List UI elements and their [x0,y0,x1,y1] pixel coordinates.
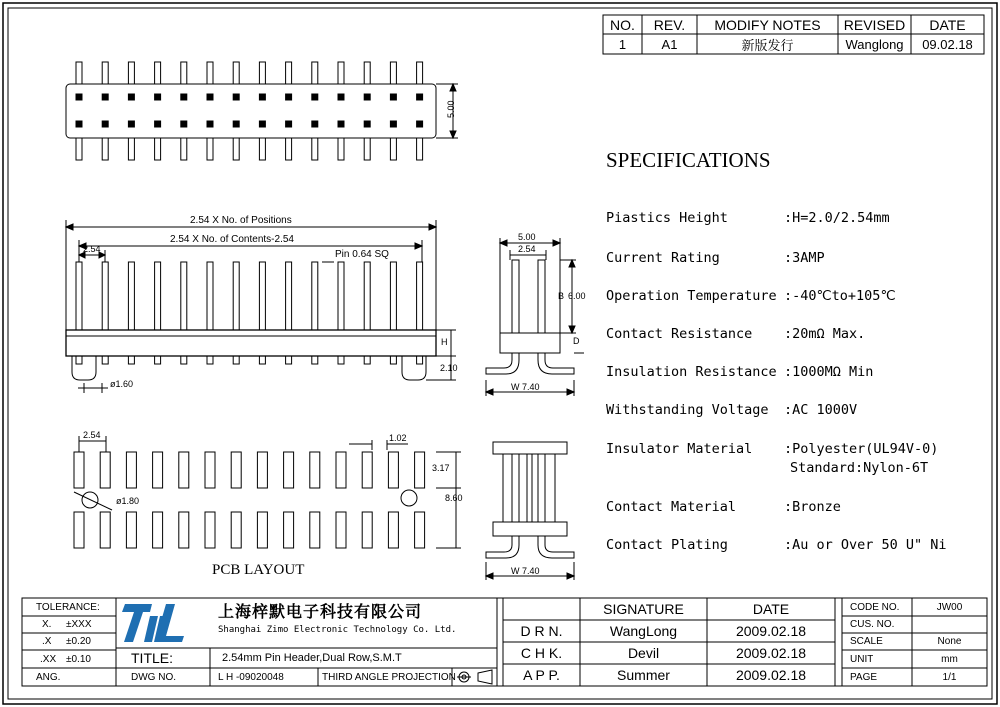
company-name-cn: 上海梓默电子科技有限公司 [218,604,423,621]
rev-header-no: NO. [610,16,635,33]
top-pin-lower [207,138,213,160]
front-pin [181,262,187,330]
top-pin-lower [76,138,82,160]
rev-no: 1 [618,36,627,52]
dim-bottom-w: W 7.40 [511,566,540,576]
pcb-pad-upper [205,452,215,488]
dim-pcb-pad-len: 3.17 [432,463,450,473]
dwg-label: DWG NO. [131,671,176,683]
dwg-value: L H -09020048 [218,671,284,683]
top-pin-square [286,121,292,127]
pcb-pad-upper [126,452,136,488]
top-pin-square [128,121,134,127]
pcb-pad-upper [388,452,398,488]
spec-label: Insulation Resistance [606,364,777,380]
top-view [66,62,458,160]
spec-value: :20mΩ Max. [784,326,866,342]
top-pin-upper [312,62,318,84]
top-pin-square [364,94,370,100]
top-pin-lower [338,138,344,160]
top-pin-square [417,121,423,127]
top-pin-square [233,121,239,127]
front-pin [128,262,134,330]
top-pin-square [286,94,292,100]
top-pin-upper [259,62,265,84]
chk-date: 2009.02.18 [735,645,807,661]
front-pin-foot [207,356,213,364]
top-pin-upper [181,62,187,84]
front-pin [259,262,265,330]
top-pin-lower [181,138,187,160]
dim-side-d: D [573,336,580,346]
pcb-pad-upper [362,452,372,488]
app-name: Summer [617,667,670,683]
spec-label: Contact Resistance [606,326,753,342]
top-pin-lower [102,138,108,160]
top-pin-square [390,94,396,100]
top-pin-upper [128,62,134,84]
top-pin-square [155,94,161,100]
scale-value: None [937,636,962,647]
top-pin-square [76,121,82,127]
pcb-pad-upper [415,452,425,488]
front-pin [312,262,318,330]
top-pin-upper [155,62,161,84]
front-pin [364,262,370,330]
pcb-pad-lower [231,512,241,548]
front-pin-foot [259,356,265,364]
spec-label: Contact Material [606,499,737,515]
dim-side-height: 6.00 [568,291,586,301]
pcb-pad-upper [310,452,320,488]
top-pin-lower [312,138,318,160]
cus-no-label: CUS. NO. [850,619,895,630]
front-pin-foot [417,356,423,364]
spec-value: :H=2.0/2.54mm [784,210,890,226]
spec-title: SPECIFICATIONS [606,148,771,172]
top-pin-square [312,94,318,100]
page-label: PAGE [850,671,878,683]
title-label: TITLE: [131,650,174,666]
unit-label: UNIT [850,653,874,665]
dim-side-width: 5.00 [518,232,536,242]
pcb-pad-lower [388,512,398,548]
drn-role: D R N. [520,623,563,639]
rev-header-rev: REV. [653,16,686,33]
dim-pcb-pad: 1.02 [389,433,407,443]
front-pin [155,262,161,330]
front-pin [286,262,292,330]
tol-dx-key: .X [42,636,52,647]
top-pin-lower [417,138,423,160]
front-pin-foot [76,356,82,364]
front-pin [338,262,344,330]
pcb-pad-upper [100,452,110,488]
top-pin-square [364,121,370,127]
front-pin-foot [128,356,134,364]
top-pin-upper [102,62,108,84]
top-pin-square [417,94,423,100]
front-pin-foot [390,356,396,364]
app-role: A P P. [523,667,560,683]
top-pin-upper [390,62,396,84]
pcb-pad-upper [336,452,346,488]
top-pin-lower [233,138,239,160]
pcb-pad-lower [284,512,294,548]
pcb-pad-lower [100,512,110,548]
rev-revised: Wanglong [845,36,904,52]
top-pin-square [181,121,187,127]
scale-label: SCALE [850,636,883,647]
pcb-layout-title: PCB LAYOUT [212,562,305,578]
front-pin-foot [364,356,370,364]
dim-top-height: 5.00 [446,100,456,118]
pcb-pad-upper [257,452,267,488]
dim-total-length: 2.54 X No. of Positions [190,215,292,226]
dim-h: H [441,337,448,347]
tol-dxx-val: ±0.10 [66,653,91,665]
top-pin-upper [233,62,239,84]
top-pin-square [102,94,108,100]
dim-contents-length: 2.54 X No. of Contents-2.54 [170,234,294,245]
pcb-pad-lower [205,512,215,548]
spec-value: :3AMP [784,250,825,266]
front-pin [390,262,396,330]
dim-pin-size: Pin 0.64 SQ [335,249,389,260]
unit-value: mm [941,653,958,665]
pcb-pad-lower [74,512,84,548]
top-pin-lower [390,138,396,160]
pcb-pad-lower [362,512,372,548]
pcb-pad-upper [179,452,189,488]
top-pin-square [102,121,108,127]
front-pin [233,262,239,330]
spec-value-line2: Standard:Nylon-6T [790,460,929,476]
top-pin-lower [259,138,265,160]
front-pin [207,262,213,330]
spec-label: Operation Temperature [606,288,777,304]
spec-value: :Bronze [784,499,841,515]
front-pin-foot [312,356,318,364]
spec-label: Withstanding Voltage [606,402,769,418]
top-pin-square [390,121,396,127]
spec-label: Insulator Material [606,441,753,457]
top-pin-square [128,94,134,100]
front-pin [76,262,82,330]
dim-post-dia: ø1.60 [110,379,134,389]
top-pin-square [207,94,213,100]
code-no-value: JW00 [936,601,963,613]
rev-notes: 新版发行 [741,37,794,53]
front-pin-foot [181,356,187,364]
dim-pcb-span: 8.60 [445,493,463,503]
pcb-pad-upper [284,452,294,488]
date-header: DATE [752,601,790,617]
ang-label: ANG. [36,671,61,683]
top-pin-upper [76,62,82,84]
top-pin-square [312,121,318,127]
cus-no-value [912,616,987,633]
rev-date: 09.02.18 [922,36,973,52]
top-pin-upper [417,62,423,84]
pcb-pad-lower [179,512,189,548]
dim-side-b: B [558,291,565,301]
company-name-en: Shanghai Zimo Electronic Technology Co. Ltd. [218,625,457,635]
front-pin-foot [155,356,161,364]
tol-x-key: X. [42,619,52,630]
front-pin-foot [286,356,292,364]
top-pin-upper [338,62,344,84]
drn-name: WangLong [609,623,678,639]
front-view [66,220,456,393]
projection-label: THIRD ANGLE PROJECTION [322,671,456,683]
top-pin-lower [364,138,370,160]
chk-role: C H K. [520,645,563,661]
pcb-pad-lower [153,512,163,548]
top-pin-lower [286,138,292,160]
top-pin-square [155,121,161,127]
rev-header-date: DATE [929,16,966,33]
front-pin [102,262,108,330]
front-pin [417,262,423,330]
pcb-pad-lower [126,512,136,548]
dim-side-pitch: 2.54 [518,244,536,254]
dim-pcb-hole: ø1.80 [116,496,140,506]
top-pin-upper [207,62,213,84]
top-pin-square [76,94,82,100]
rev-header-revised: REVISED [843,16,906,33]
side-view [486,238,584,396]
top-pin-upper [364,62,370,84]
tolerance-label: TOLERANCE: [36,601,100,613]
tol-dxx-key: .XX [40,653,57,665]
pcb-pad-upper [231,452,241,488]
rev-rev: A1 [661,36,678,52]
spec-label: Piastics Height [606,210,728,226]
pcb-pad-lower [415,512,425,548]
tol-dx-val: ±0.20 [66,636,91,647]
dim-bottom: 2.10 [440,363,458,373]
top-pin-upper [286,62,292,84]
company-logo [122,604,184,642]
rev-header-notes: MODIFY NOTES [714,16,821,33]
spec-value: :-40℃to+105℃ [784,288,896,304]
spec-value: :Polyester(UL94V-0) [784,441,939,457]
top-pin-square [338,121,344,127]
spec-value: :AC 1000V [784,402,858,418]
spec-value: :Au or Over 50 U" Ni [784,537,947,553]
dim-pitch: 2.54 [83,244,101,254]
top-pin-square [338,94,344,100]
title-value: 2.54mm Pin Header,Dual Row,S.M.T [222,652,402,664]
top-pin-square [233,94,239,100]
top-pin-square [181,94,187,100]
tol-x-val: ±XXX [66,619,92,630]
chk-name: Devil [627,645,660,661]
pcb-pad-upper [74,452,84,488]
front-pin-foot [338,356,344,364]
app-date: 2009.02.18 [735,667,807,683]
pcb-pad-upper [153,452,163,488]
top-pin-square [259,121,265,127]
bottom-side-view [486,442,574,580]
front-pin-foot [233,356,239,364]
top-pin-lower [155,138,161,160]
signature-header: SIGNATURE [603,601,684,617]
code-no-label: CODE NO. [850,601,900,613]
front-pin-foot [102,356,108,364]
pcb-pad-lower [336,512,346,548]
top-pin-square [259,94,265,100]
drn-date: 2009.02.18 [735,623,807,639]
pcb-pad-lower [310,512,320,548]
dim-side-w: W 7.40 [511,382,540,392]
spec-label: Current Rating [606,250,720,266]
top-pin-lower [128,138,134,160]
spec-label: Contact Plating [606,537,728,553]
page-value: 1/1 [942,671,957,683]
spec-value: :1000MΩ Min [784,364,874,380]
dim-pcb-pitch: 2.54 [83,430,101,440]
top-pin-square [207,121,213,127]
pcb-pad-lower [257,512,267,548]
